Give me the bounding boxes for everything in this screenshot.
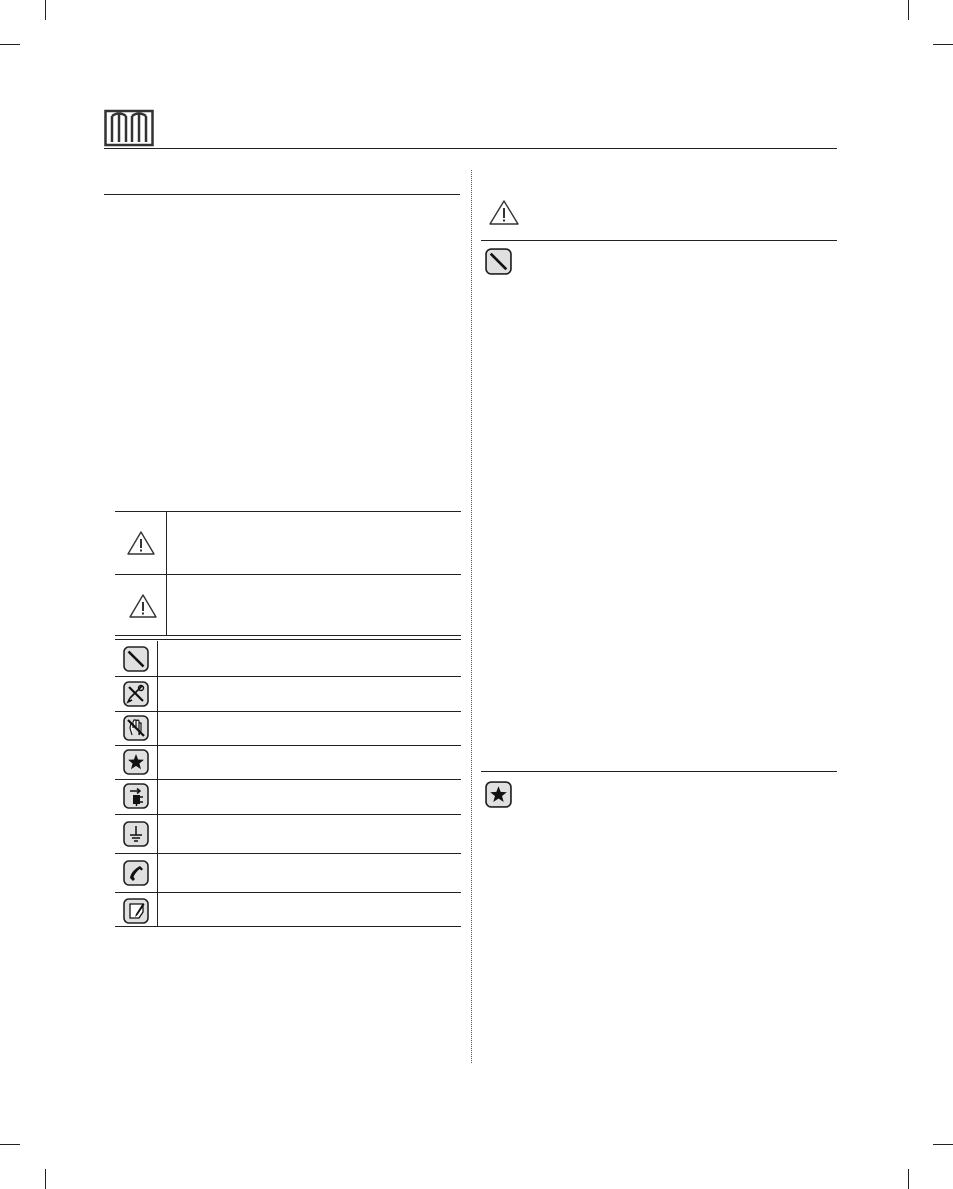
right-section-rule-1 xyxy=(481,240,837,241)
crop-mark-top-left-v xyxy=(45,0,46,20)
do-not-touch-icon xyxy=(123,715,149,741)
crop-mark-bottom-right-h xyxy=(933,1144,953,1145)
warning-table-divider xyxy=(166,511,167,635)
warning-table-mid-rule xyxy=(115,574,461,575)
symbol-table-divider xyxy=(157,641,158,927)
open-book-icon xyxy=(104,108,154,148)
crop-mark-top-right-h xyxy=(933,44,953,45)
symbol-row-rule-3 xyxy=(115,745,461,746)
crop-mark-bottom-right-v xyxy=(908,1169,909,1189)
caution-triangle-icon xyxy=(128,593,158,624)
symbol-table xyxy=(115,641,461,927)
warning-triangle-icon xyxy=(126,530,156,561)
header-rule xyxy=(104,148,837,149)
symbol-row-rule-2 xyxy=(115,711,461,712)
do-not-disassemble-icon xyxy=(123,681,149,707)
crop-mark-bottom-left-v xyxy=(45,1169,46,1189)
right-important-star-icon xyxy=(485,781,512,813)
right-warning-triangle-icon xyxy=(488,199,520,231)
contact-service-icon xyxy=(123,860,149,886)
note-icon xyxy=(123,898,149,924)
important-star-icon xyxy=(123,749,149,775)
warning-table-bottom-rule-1 xyxy=(115,635,461,636)
column-divider xyxy=(471,170,472,1063)
symbol-row-rule-7 xyxy=(115,892,461,893)
left-section-rule xyxy=(104,194,460,195)
right-prohibited-icon xyxy=(485,248,512,280)
symbol-row-rule-4 xyxy=(115,779,461,780)
warning-table xyxy=(115,511,461,641)
symbol-row-rule-8 xyxy=(115,926,461,927)
crop-mark-top-right-v xyxy=(908,0,909,20)
warning-table-bottom-rule-2 xyxy=(115,639,461,640)
crop-mark-top-left-h xyxy=(0,44,20,45)
prohibited-icon xyxy=(123,646,149,672)
crop-mark-bottom-left-h xyxy=(0,1144,20,1145)
unplug-icon xyxy=(123,783,149,809)
symbol-row-rule-1 xyxy=(115,676,461,677)
symbol-row-rule-6 xyxy=(115,853,461,854)
right-section-rule-2 xyxy=(481,771,837,772)
symbol-row-rule-5 xyxy=(115,814,461,815)
ground-icon xyxy=(123,821,149,847)
